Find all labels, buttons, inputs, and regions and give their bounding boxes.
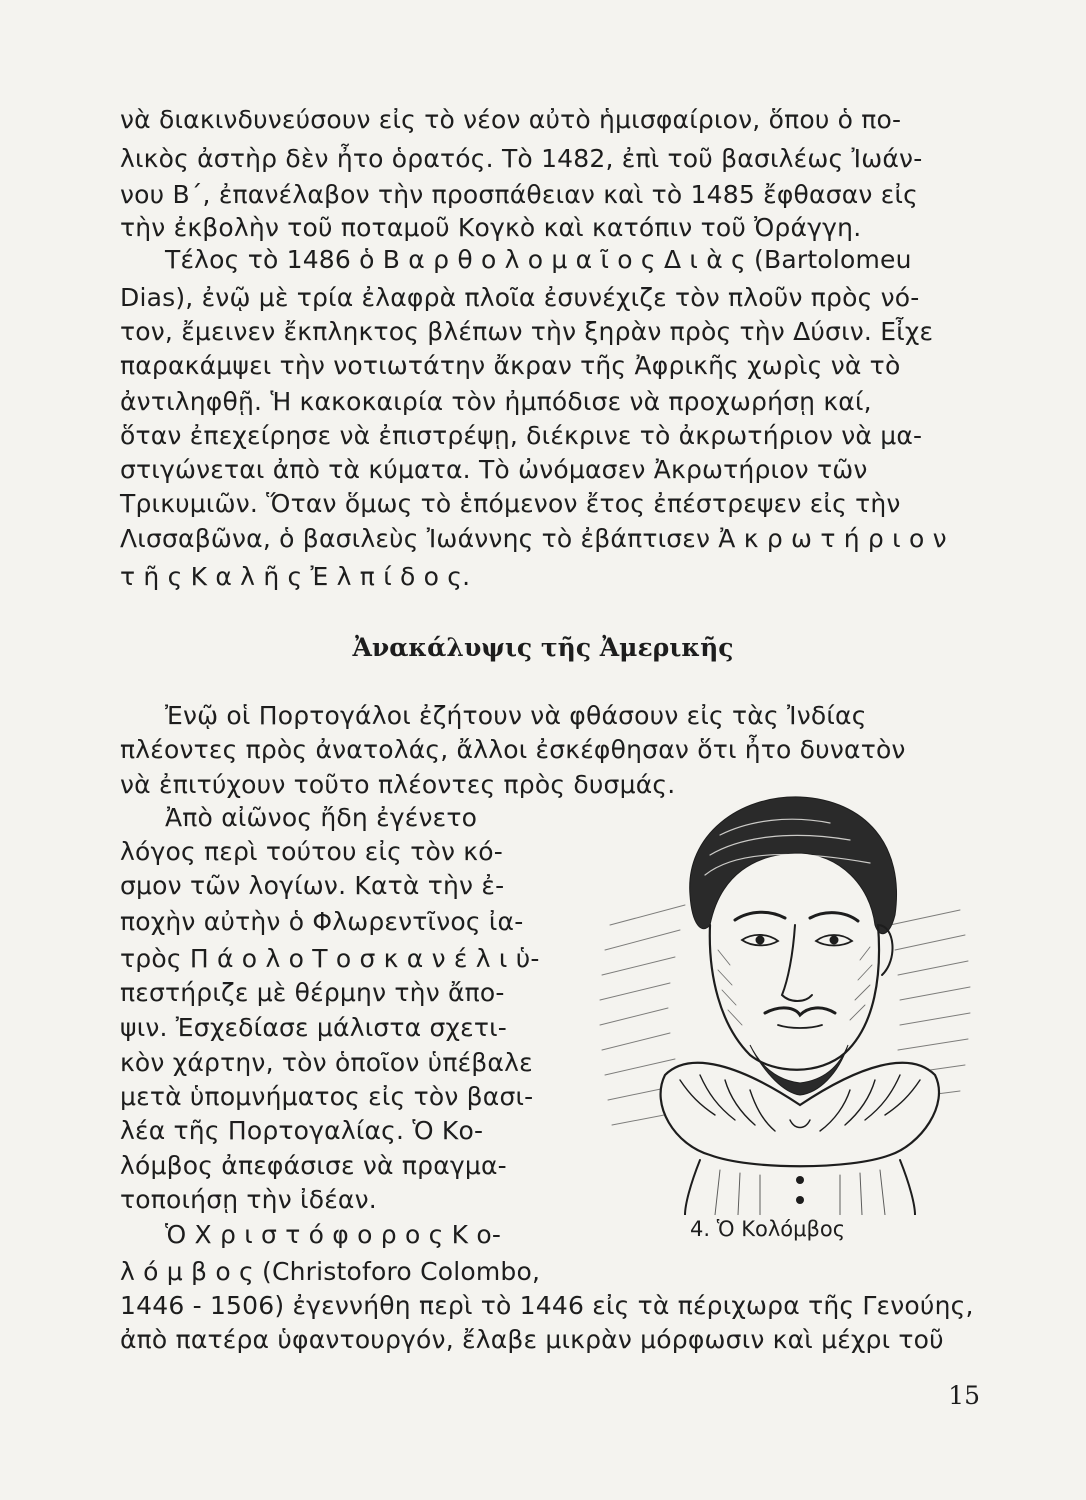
text-line: τοποιήσῃ τὴν ἰδέαν. [120, 1185, 377, 1214]
figure-caption: 4. Ὁ Κολόμβος [690, 1217, 846, 1241]
text-line: ἀπὸ πατέρα ὑφαντουργόν, ἔλαβε μικρὰν μόρφωσιν καὶ μέχρι τοῦ [120, 1325, 944, 1354]
text-line: κὸν χάρτην, τὸν ὁποῖον ὑπέβαλε [120, 1048, 533, 1077]
text-line: λέα τῆς Πορτογαλίας. Ὁ Κο- [120, 1116, 484, 1145]
text-line: ψιν. Ἐσχεδίασε μάλιστα σχετι- [120, 1013, 508, 1042]
text-line: πλέοντες πρὸς ἀνατολάς, ἄλλοι ἐσκέφθησαν ὅτι ἦτο δυνατὸν [120, 735, 906, 764]
text-line: Λισσαβῶνα, ὁ βασιλεὺς Ἰωάννης τὸ ἐβάπτισεν Ἀ κ ρ ω τ ή ρ ι ο ν [120, 524, 947, 553]
text-line: Τρικυμιῶν. Ὅταν ὅμως τὸ ἑπόμενον ἔτος ἐπέστρεψεν εἰς τὴν [120, 489, 901, 518]
text-line: ποχὴν αὐτὴν ὁ Φλωρεντῖνος ἰα- [120, 907, 524, 936]
text-line: λόγος περὶ τούτου εἰς τὸν κό- [120, 837, 503, 866]
text-line: πεστήριζε μὲ θέρμην τὴν ἄπο- [120, 978, 505, 1007]
text-line: Τέλος τὸ 1486 ὁ Β α ρ θ ο λ ο μ α ῖ ο ς Δ ι ὰ ς (Bartolomeu [165, 245, 912, 274]
text-line: ὅταν ἐπεχείρησε νὰ ἐπιστρέψῃ, διέκρινε τὸ ἀκρωτήριον νὰ μα- [120, 421, 923, 450]
page-number: 15 [948, 1381, 980, 1410]
text-line: μετὰ ὑπομνήματος εἰς τὸν βασι- [120, 1082, 534, 1111]
text-line: τὴν ἐκβολὴν τοῦ ποταμοῦ Κογκὸ καὶ κατόπιν τοῦ Ὀράγγη. [120, 213, 862, 242]
section-heading: Ἀνακάλυψις τῆς Ἀμερικῆς [352, 633, 734, 662]
text-line: Ἀπὸ αἰῶνος ἤδη ἐγένετο [165, 803, 478, 832]
text-line: λ ό μ β ο ς (Christoforo Colombo, [120, 1257, 541, 1286]
text-line: τον, ἔμεινεν ἔκπληκτος βλέπων τὴν ξηρὰν πρὸς τὴν Δύσιν. Εἶχε [120, 317, 934, 346]
text-line: ἀντιληφθῇ. Ἡ κακοκαιρία τὸν ἠμπόδισε νὰ προχωρήσῃ καί, [120, 387, 872, 416]
text-line: 1446 - 1506) ἐγεννήθη περὶ τὸ 1446 εἰς τὰ πέριχωρα τῆς Γενούης, [120, 1291, 974, 1320]
text-line: λικὸς ἀστὴρ δὲν ἦτο ὁρατός. Τὸ 1482, ἐπὶ τοῦ βασιλέως Ἰωάν- [120, 144, 923, 173]
text-line: παρακάμψει τὴν νοτιωτάτην ἄκραν τῆς Ἀφρικῆς χωρὶς νὰ τὸ [120, 351, 901, 380]
columbus-portrait-icon [590, 775, 975, 1215]
text-line: νὰ διακινδυνεύσουν εἰς τὸ νέον αὐτὸ ἡμισφαίριον, ὅπου ὁ πο- [120, 105, 902, 134]
text-line: στιγώνεται ἀπὸ τὰ κύματα. Τὸ ὠνόμασεν Ἀκρωτήριον τῶν [120, 455, 868, 484]
text-line: Ὁ Χ ρ ι σ τ ό φ ο ρ ο ς Κ ο- [165, 1220, 502, 1249]
text-line: τρὸς Π ά ο λ ο Τ ο σ κ α ν έ λ ι ὑ- [120, 944, 540, 973]
text-line: σμον τῶν λογίων. Κατὰ τὴν ἐ- [120, 871, 505, 900]
text-line: νὰ ἐπιτύχουν τοῦτο πλέοντες πρὸς δυσμάς. [120, 770, 676, 799]
text-line: λόμβος ἀπεφάσισε νὰ πραγμα- [120, 1151, 507, 1180]
text-line: Ἐνῷ οἱ Πορτογάλοι ἐζήτουν νὰ φθάσουν εἰς τὰς Ἰνδίας [165, 701, 867, 730]
text-line: νου Β΄, ἐπανέλαβον τὴν προσπάθειαν καὶ τὸ 1485 ἔφθασαν εἰς [120, 180, 918, 209]
text-line: τ ῆ ς Κ α λ ῆ ς Ἐ λ π ί δ ο ς. [120, 562, 471, 591]
text-line: Dias), ἐνῷ μὲ τρία ἐλαφρὰ πλοῖα ἐσυνέχιζε τὸν πλοῦν πρὸς νό- [120, 283, 920, 312]
